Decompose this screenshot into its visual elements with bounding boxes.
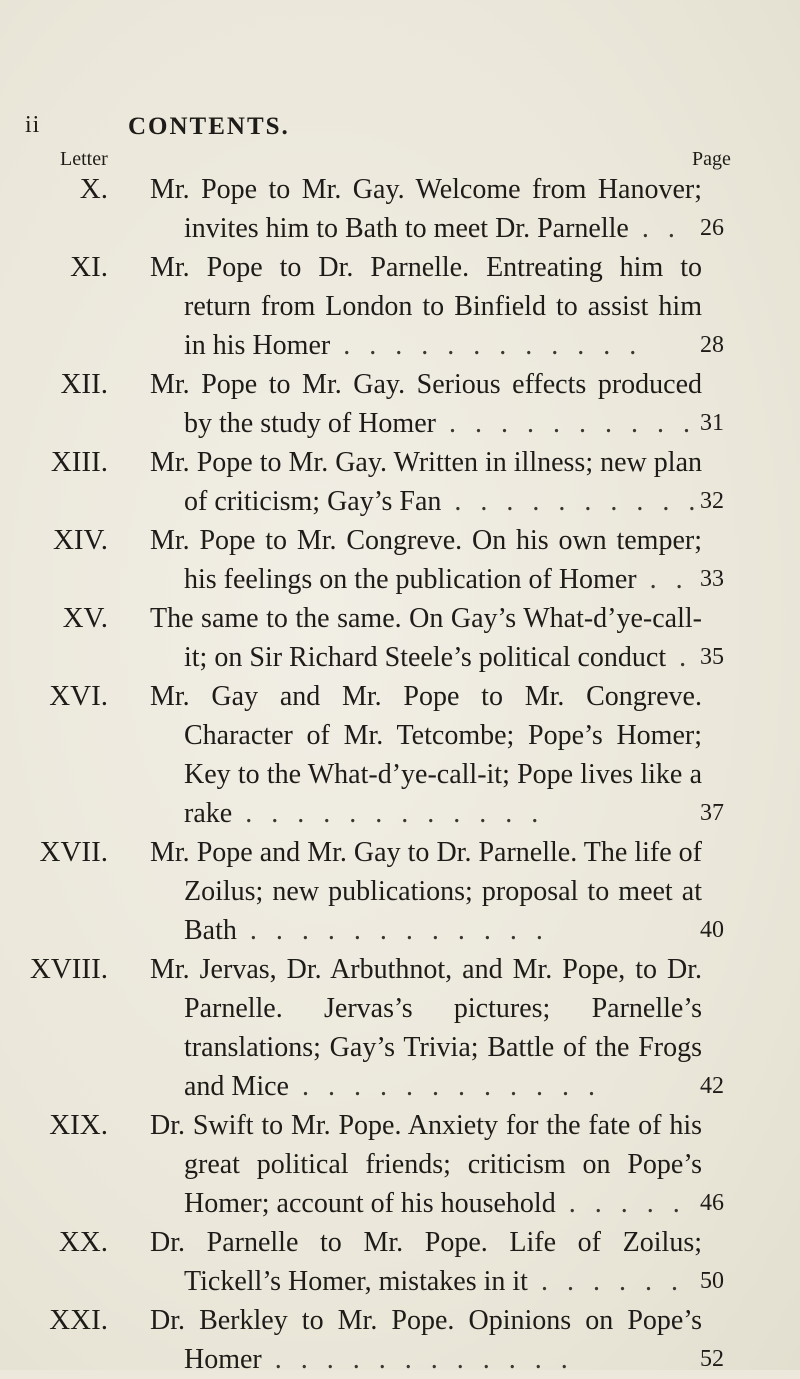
letter-description-text: Dr. Swift to Mr. Pope. Anxiety for the fate of his great political friends; criticism on Pope’s Homer; account of his household [150,1110,702,1219]
letter-description [150,950,702,1106]
contents-entry [0,365,800,443]
dot-leader: . . [628,213,681,244]
dot-leader: . . . . . . . . . . [435,408,696,439]
page-reference: 46 [700,1190,724,1216]
page-reference: 26 [700,215,724,241]
letter-number: XVII. [39,836,108,868]
letter-description [150,1106,702,1223]
page-reference: 50 [700,1268,724,1294]
page-reference: 52 [700,1346,724,1372]
letter-description-text: Mr. Pope to Mr. Gay. Serious effects produced by the study of Homer [150,369,702,439]
letter-number: XXI. [49,1304,108,1336]
dot-leader: . . [636,564,689,595]
contents-entry [0,833,800,950]
contents-entry [0,1223,800,1301]
dot-leader: . . . . . [555,1188,686,1219]
contents-entry [0,1106,800,1223]
dot-leader: . . . . . . . . . . . . [236,915,549,946]
dot-leader: . . . . . . . . . . [441,486,702,517]
letter-description-text: Mr. Gay and Mr. Pope to Mr. Congreve. Character of Mr. Tetcombe; Pope’s Homer; Key to the What-d’ye-call-it; Pope lives like a rake [150,681,702,829]
letter-number: XVIII. [29,953,108,985]
letter-number: XX. [58,1226,108,1258]
contents-entry [0,677,800,833]
page-reference: 33 [700,566,724,592]
letter-description-text: Mr. Pope to Mr. Congreve. On his own temper; his feelings on the publication of Homer [150,525,702,595]
page-number: ii [25,112,41,138]
page-reference: 35 [700,644,724,670]
letter-description-text: Mr. Pope to Mr. Gay. Welcome from Hanover; invites him to Bath to meet Dr. Parnelle [150,174,702,244]
letter-number: XV. [62,602,108,634]
contents-entry [0,248,800,365]
dot-leader: . . . . . . [527,1266,684,1297]
contents-list [0,170,800,1379]
letter-description-text: Mr. Pope and Mr. Gay to Dr. Parnelle. The life of Zoilus; new publications; proposal to meet at Bath [150,837,702,946]
letter-description [150,248,702,365]
contents-entry [0,1301,800,1379]
dot-leader: . . . . . . . . . . . . [232,798,545,829]
dot-leader: . . . . . . . . . . . . [288,1071,601,1102]
letter-number: XII. [60,368,108,400]
column-heading-letter: Letter [60,148,108,170]
letter-description [150,1223,702,1301]
letter-description-text: The same to the same. On Gay’s What-d’ye-call-it; on Sir Richard Steele’s political conduct [150,603,702,673]
letter-description [150,521,702,599]
page-reference: 42 [700,1073,724,1099]
letter-number: XIX. [49,1109,108,1141]
letter-description [150,443,702,521]
letter-description-text: Dr. Berkley to Mr. Pope. Opinions on Pope’s Homer [150,1305,702,1375]
dot-leader: . . . . . . . . . . . . [330,330,643,361]
contents-entry [0,170,800,248]
page-reference: 28 [700,332,724,358]
contents-entry [0,443,800,521]
letter-number: X. [79,173,108,205]
letter-number: XI. [70,251,108,283]
letter-description-text: Mr. Jervas, Dr. Arbuthnot, and Mr. Pope, to Dr. Parnelle. Jervas’s pictures; Parnelle’s translations; Gay’s Trivia; Battle of the Frogs and Mice [150,954,702,1102]
contents-entry [0,521,800,599]
contents-entry [0,599,800,677]
letter-description-text: Mr. Pope to Mr. Gay. Written in illness; new plan of criticism; Gay’s Fan [150,447,702,517]
column-heading-page: Page [692,148,731,170]
page-reference: 40 [700,917,724,943]
letter-description-text: Mr. Pope to Dr. Parnelle. Entreating him to return from London to Binfield to assist him in his Homer [150,252,702,361]
letter-number: XIV. [52,524,108,556]
letter-description [150,1301,702,1379]
page-reference: 31 [700,410,724,436]
page-reference: 32 [700,488,724,514]
letter-description [150,365,702,443]
letter-description [150,599,702,677]
dot-leader: . . . . . . . . . . . . [261,1344,574,1375]
contents-entry [0,950,800,1106]
letter-number: XIII. [50,446,108,478]
letter-number: XVI. [49,680,108,712]
page-reference: 37 [700,800,724,826]
dot-leader: . [666,642,693,673]
running-head: CONTENTS. [128,113,290,140]
letter-description [150,677,702,833]
letter-description-text: Dr. Parnelle to Mr. Pope. Life of Zoilus; Tickell’s Homer, mistakes in it [150,1227,702,1297]
letter-description [150,170,702,248]
letter-description [150,833,702,950]
